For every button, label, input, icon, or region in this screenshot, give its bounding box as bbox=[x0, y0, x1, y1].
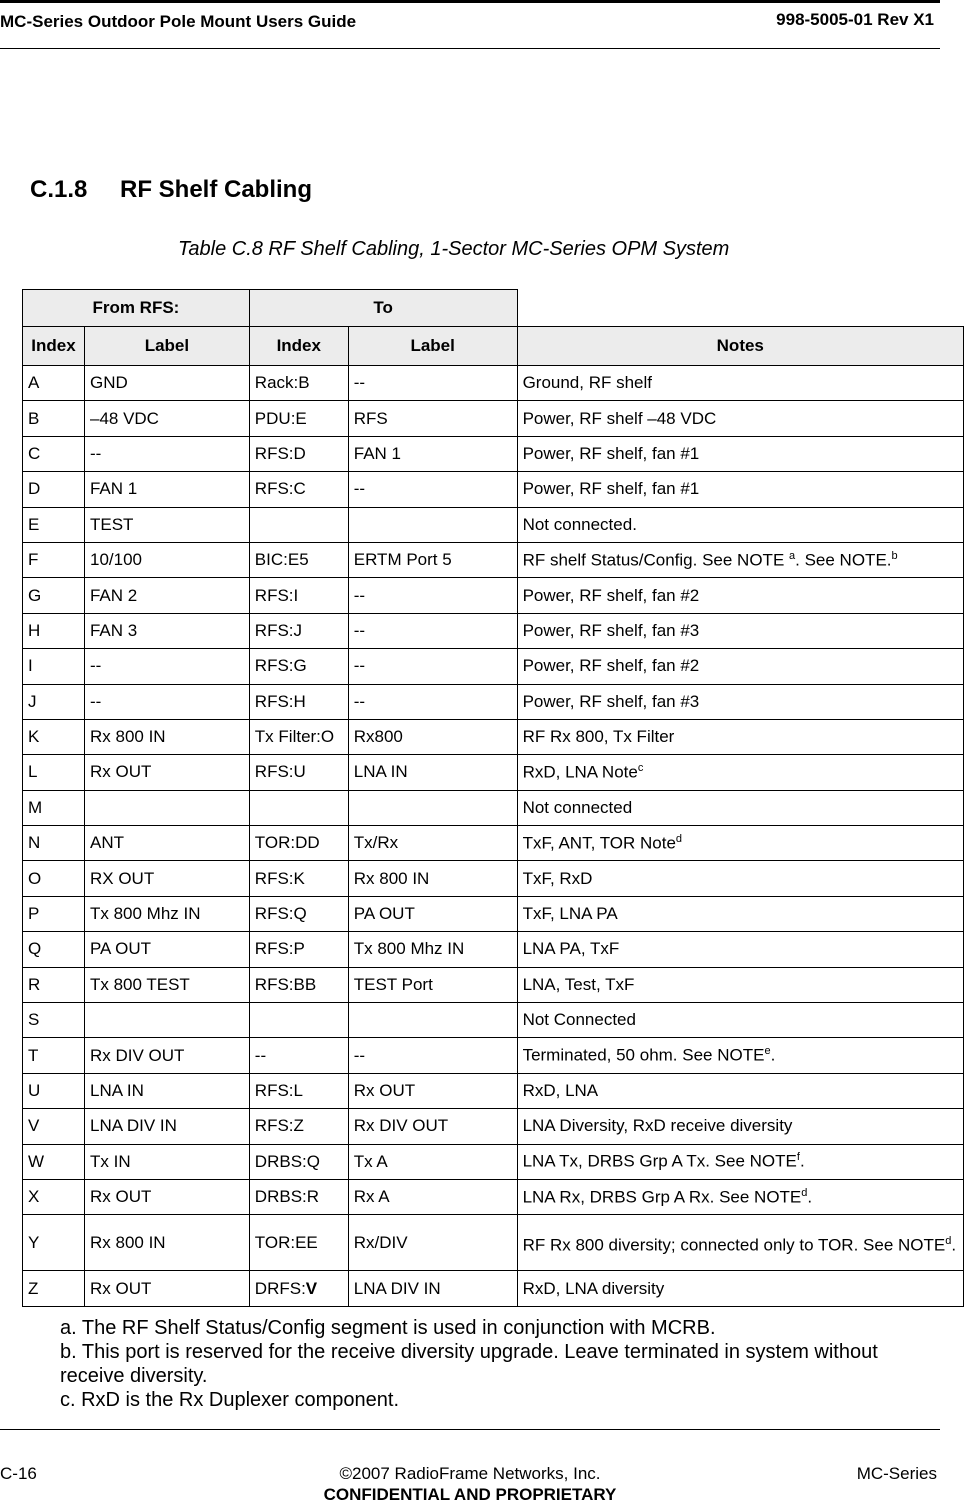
note-reference: f bbox=[796, 1151, 800, 1164]
cell-label: FAN 1 bbox=[84, 472, 249, 507]
notes-text: TxF, ANT, TOR Note bbox=[522, 833, 676, 853]
cell-label: Tx 800 TEST bbox=[84, 967, 249, 1002]
table-row bbox=[23, 755, 964, 790]
cell-label: TEST bbox=[84, 507, 249, 542]
cell-to-index: DRBS:R bbox=[249, 1179, 348, 1214]
page-number: C-16 bbox=[0, 1464, 37, 1483]
column-header-notes: Notes bbox=[517, 327, 963, 366]
table-row bbox=[23, 578, 964, 613]
cell-to-label: Rx800 bbox=[348, 719, 517, 754]
table-row bbox=[23, 719, 964, 754]
notes-text: . bbox=[770, 1045, 776, 1065]
cell-label: PA OUT bbox=[84, 932, 249, 967]
table-row bbox=[23, 1003, 964, 1038]
cell-index: Z bbox=[23, 1271, 85, 1306]
cell-notes: Power, RF shelf, fan #3 bbox=[517, 684, 963, 719]
section-heading bbox=[30, 176, 312, 204]
document-number: 998-5005-01 Rev X1 bbox=[776, 10, 934, 29]
table-row bbox=[23, 366, 964, 401]
notes-text: LNA Tx, DRBS Grp A Tx. See NOTE bbox=[522, 1152, 797, 1172]
cell-index: J bbox=[23, 684, 85, 719]
cell-index: C bbox=[23, 436, 85, 471]
cell-index: Y bbox=[23, 1215, 85, 1271]
cell-index: N bbox=[23, 826, 85, 861]
table-caption: Table C.8 RF Shelf Cabling, 1-Sector MC-Series OPM System bbox=[178, 238, 730, 260]
cell-notes bbox=[517, 542, 963, 577]
table-row bbox=[23, 1038, 964, 1073]
table-row bbox=[23, 542, 964, 577]
cell-notes: Not connected. bbox=[517, 507, 963, 542]
cell-notes: TxF, RxD bbox=[517, 861, 963, 896]
cell-notes: LNA, Test, TxF bbox=[517, 967, 963, 1002]
cell-to-index: RFS:G bbox=[249, 649, 348, 684]
cell-to-label: LNA IN bbox=[348, 755, 517, 790]
note-reference: d bbox=[675, 832, 683, 845]
product-name: MC-Series bbox=[856, 1464, 937, 1483]
cell-notes: LNA Diversity, RxD receive diversity bbox=[517, 1109, 963, 1144]
group-header-from: From RFS: bbox=[23, 290, 250, 327]
cell-to-label: Rx A bbox=[348, 1179, 517, 1214]
cell-to-label: FAN 1 bbox=[348, 436, 517, 471]
column-header-to-label: Label bbox=[348, 327, 517, 366]
cell-label: RX OUT bbox=[84, 861, 249, 896]
cell-index: O bbox=[23, 861, 85, 896]
cell-to-index: PDU:E bbox=[249, 401, 348, 436]
cell-to-label: ERTM Port 5 bbox=[348, 542, 517, 577]
table-row bbox=[23, 1271, 964, 1306]
table-row bbox=[23, 826, 964, 861]
notes-text: RF Rx 800 diversity; connected only to TOR. See NOTE bbox=[522, 1235, 946, 1255]
column-header-label: Label bbox=[84, 327, 249, 366]
cell-to-index bbox=[249, 507, 348, 542]
cell-notes: Not Connected bbox=[517, 1003, 963, 1038]
cell-label: Rx DIV OUT bbox=[84, 1038, 249, 1073]
cell-to-label: -- bbox=[348, 684, 517, 719]
cell-to-label: Tx A bbox=[348, 1144, 517, 1179]
note-reference: d bbox=[945, 1234, 952, 1247]
table-row bbox=[23, 613, 964, 648]
table-row bbox=[23, 1109, 964, 1144]
notes-text: LNA Rx, DRBS Grp A Rx. See NOTE bbox=[522, 1187, 802, 1207]
confidential-notice: CONFIDENTIAL AND PROPRIETARY bbox=[323, 1485, 617, 1504]
cell-index: L bbox=[23, 755, 85, 790]
cell-notes: RxD, LNA bbox=[517, 1073, 963, 1108]
cell-to-index bbox=[249, 1271, 348, 1306]
cell-label bbox=[84, 1003, 249, 1038]
cell-to-index: RFS:Z bbox=[249, 1109, 348, 1144]
cell-to-label: Tx 800 Mhz IN bbox=[348, 932, 517, 967]
cell-label: LNA DIV IN bbox=[84, 1109, 249, 1144]
cell-to-index: RFS:BB bbox=[249, 967, 348, 1002]
cell-to-index: -- bbox=[249, 1038, 348, 1073]
cell-label: 10/100 bbox=[84, 542, 249, 577]
cell-notes: RF Rx 800, Tx Filter bbox=[517, 719, 963, 754]
notes-text: . bbox=[951, 1235, 957, 1255]
cell-to-label: -- bbox=[348, 613, 517, 648]
table-row bbox=[23, 507, 964, 542]
cell-to-index: TOR:EE bbox=[249, 1215, 348, 1271]
cell-notes: TxF, LNA PA bbox=[517, 896, 963, 931]
cell-index: H bbox=[23, 613, 85, 648]
notes-text: RF shelf Status/Config. See NOTE bbox=[522, 550, 790, 570]
cell-notes bbox=[517, 755, 963, 790]
cell-notes: Power, RF shelf, fan #2 bbox=[517, 649, 963, 684]
table-row bbox=[23, 436, 964, 471]
cell-to-index: DRBS:Q bbox=[249, 1144, 348, 1179]
table-row bbox=[23, 896, 964, 931]
cell-index: D bbox=[23, 472, 85, 507]
cell-to-index: RFS:D bbox=[249, 436, 348, 471]
cell-notes: Power, RF shelf, fan #3 bbox=[517, 613, 963, 648]
note-reference: c bbox=[637, 762, 644, 775]
note-reference: a bbox=[789, 549, 796, 562]
table-row bbox=[23, 967, 964, 1002]
cell-label: Tx 800 Mhz IN bbox=[84, 896, 249, 931]
cell-label: FAN 3 bbox=[84, 613, 249, 648]
cell-index: K bbox=[23, 719, 85, 754]
cell-notes bbox=[517, 826, 963, 861]
notes-text: . bbox=[799, 1152, 805, 1172]
cell-label: Rx OUT bbox=[84, 1271, 249, 1306]
cell-to-index: RFS:L bbox=[249, 1073, 348, 1108]
cell-label: -- bbox=[84, 436, 249, 471]
cell-to-index: RFS:P bbox=[249, 932, 348, 967]
cell-notes bbox=[517, 1179, 963, 1214]
cell-index: I bbox=[23, 649, 85, 684]
cell-to-label: -- bbox=[348, 649, 517, 684]
note-reference: e bbox=[764, 1045, 771, 1058]
cell-to-label bbox=[348, 790, 517, 825]
running-header-title: MC-Series Outdoor Pole Mount Users Guide bbox=[0, 12, 357, 31]
cell-to-index: RFS:U bbox=[249, 755, 348, 790]
cell-index: W bbox=[23, 1144, 85, 1179]
cell-to-index: TOR:DD bbox=[249, 826, 348, 861]
cell-label: Rx 800 IN bbox=[84, 719, 249, 754]
cell-to-index: RFS:H bbox=[249, 684, 348, 719]
cell-to-label bbox=[348, 1003, 517, 1038]
cell-to-label: Rx/DIV bbox=[348, 1215, 517, 1271]
table-row bbox=[23, 1073, 964, 1108]
table-row bbox=[23, 401, 964, 436]
cell-to-label: -- bbox=[348, 578, 517, 613]
cell-to-index: RFS:J bbox=[249, 613, 348, 648]
footnote-a: a. The RF Shelf Status/Config segment is used in conjunction with MCRB. bbox=[60, 1317, 716, 1339]
column-header-to-index: Index bbox=[249, 327, 348, 366]
cell-to-label: -- bbox=[348, 1038, 517, 1073]
table-row bbox=[23, 790, 964, 825]
table-row bbox=[23, 1215, 964, 1271]
cell-notes: Power, RF shelf, fan #1 bbox=[517, 472, 963, 507]
cell-to-index: Rack:B bbox=[249, 366, 348, 401]
table-row bbox=[23, 861, 964, 896]
cell-to-label: Rx DIV OUT bbox=[348, 1109, 517, 1144]
cell-index: V bbox=[23, 1109, 85, 1144]
cell-to-label: RFS bbox=[348, 401, 517, 436]
cell-to-index: RFS:C bbox=[249, 472, 348, 507]
column-header-index: Index bbox=[23, 327, 85, 366]
table-row bbox=[23, 472, 964, 507]
cell-index: A bbox=[23, 366, 85, 401]
cell-notes: Power, RF shelf, fan #2 bbox=[517, 578, 963, 613]
cell-to-label bbox=[348, 507, 517, 542]
cell-to-label: TEST Port bbox=[348, 967, 517, 1002]
table-footnotes bbox=[60, 1316, 940, 1412]
table-row bbox=[23, 1144, 964, 1179]
cell-to-label: -- bbox=[348, 366, 517, 401]
cell-notes bbox=[517, 1038, 963, 1073]
cell-to-label: -- bbox=[348, 472, 517, 507]
cell-index: G bbox=[23, 578, 85, 613]
cell-to-label: Tx/Rx bbox=[348, 826, 517, 861]
cell-index: S bbox=[23, 1003, 85, 1038]
notes-text: . See NOTE. bbox=[795, 550, 892, 570]
cell-to-index: Tx Filter:O bbox=[249, 719, 348, 754]
cell-to-index: BIC:E5 bbox=[249, 542, 348, 577]
cell-index: Q bbox=[23, 932, 85, 967]
cell-index: X bbox=[23, 1179, 85, 1214]
cell-to-index: RFS:Q bbox=[249, 896, 348, 931]
cell-label: Rx OUT bbox=[84, 1179, 249, 1214]
cell-to-label: LNA DIV IN bbox=[348, 1271, 517, 1306]
cell-notes: Ground, RF shelf bbox=[517, 366, 963, 401]
notes-text: Terminated, 50 ohm. See NOTE bbox=[522, 1045, 765, 1065]
cell-notes bbox=[517, 1144, 963, 1179]
cell-index: U bbox=[23, 1073, 85, 1108]
cell-index: P bbox=[23, 896, 85, 931]
cell-index: E bbox=[23, 507, 85, 542]
footer-rule bbox=[0, 1429, 940, 1430]
cell-index: M bbox=[23, 790, 85, 825]
cell-to-label: PA OUT bbox=[348, 896, 517, 931]
cell-label: FAN 2 bbox=[84, 578, 249, 613]
cell-label: ANT bbox=[84, 826, 249, 861]
cell-label: GND bbox=[84, 366, 249, 401]
cell-notes: RxD, LNA diversity bbox=[517, 1271, 963, 1306]
section-title: RF Shelf Cabling bbox=[120, 176, 312, 203]
section-number: C.1.8 bbox=[30, 176, 88, 203]
cell-label: –48 VDC bbox=[84, 401, 249, 436]
cell-label: -- bbox=[84, 649, 249, 684]
table-row bbox=[23, 932, 964, 967]
footnote-c: c. RxD is the Rx Duplexer component. bbox=[60, 1389, 400, 1411]
rf-shelf-cabling-table bbox=[22, 289, 964, 1307]
cell-label: Rx 800 IN bbox=[84, 1215, 249, 1271]
cell-index: B bbox=[23, 401, 85, 436]
footnote-b: b. This port is reserved for the receive diversity upgrade. Leave terminated in system without receive diversity. bbox=[60, 1341, 878, 1387]
cell-label: Rx OUT bbox=[84, 755, 249, 790]
copyright: ©2007 RadioFrame Networks, Inc. bbox=[339, 1464, 601, 1483]
cell-index: F bbox=[23, 542, 85, 577]
header-rule-bottom bbox=[0, 48, 940, 49]
cell-notes: Power, RF shelf –48 VDC bbox=[517, 401, 963, 436]
table-row bbox=[23, 649, 964, 684]
table-row bbox=[23, 684, 964, 719]
cell-notes bbox=[517, 1215, 963, 1271]
cell-label: Tx IN bbox=[84, 1144, 249, 1179]
cell-notes: LNA PA, TxF bbox=[517, 932, 963, 967]
cell-index: R bbox=[23, 967, 85, 1002]
header-blank-cell bbox=[517, 290, 963, 327]
cell-to-index bbox=[249, 1003, 348, 1038]
cell-label bbox=[84, 790, 249, 825]
note-reference: d bbox=[801, 1186, 808, 1199]
cell-label: LNA IN bbox=[84, 1073, 249, 1108]
cell-label: -- bbox=[84, 684, 249, 719]
group-header-to: To bbox=[249, 290, 517, 327]
to-index-emphasis: V bbox=[305, 1278, 318, 1298]
to-index-text: DRFS: bbox=[254, 1278, 306, 1298]
cell-to-label: Rx 800 IN bbox=[348, 861, 517, 896]
cell-to-index bbox=[249, 790, 348, 825]
cell-notes: Power, RF shelf, fan #1 bbox=[517, 436, 963, 471]
table-row bbox=[23, 1179, 964, 1214]
cell-index: T bbox=[23, 1038, 85, 1073]
cell-to-index: RFS:K bbox=[249, 861, 348, 896]
notes-text: . bbox=[807, 1187, 813, 1207]
cell-to-index: RFS:I bbox=[249, 578, 348, 613]
cell-notes: Not connected bbox=[517, 790, 963, 825]
header-rule-top bbox=[0, 0, 940, 3]
cell-to-label: Rx OUT bbox=[348, 1073, 517, 1108]
notes-text: RxD, LNA Note bbox=[522, 762, 638, 782]
note-reference: b bbox=[891, 549, 898, 562]
